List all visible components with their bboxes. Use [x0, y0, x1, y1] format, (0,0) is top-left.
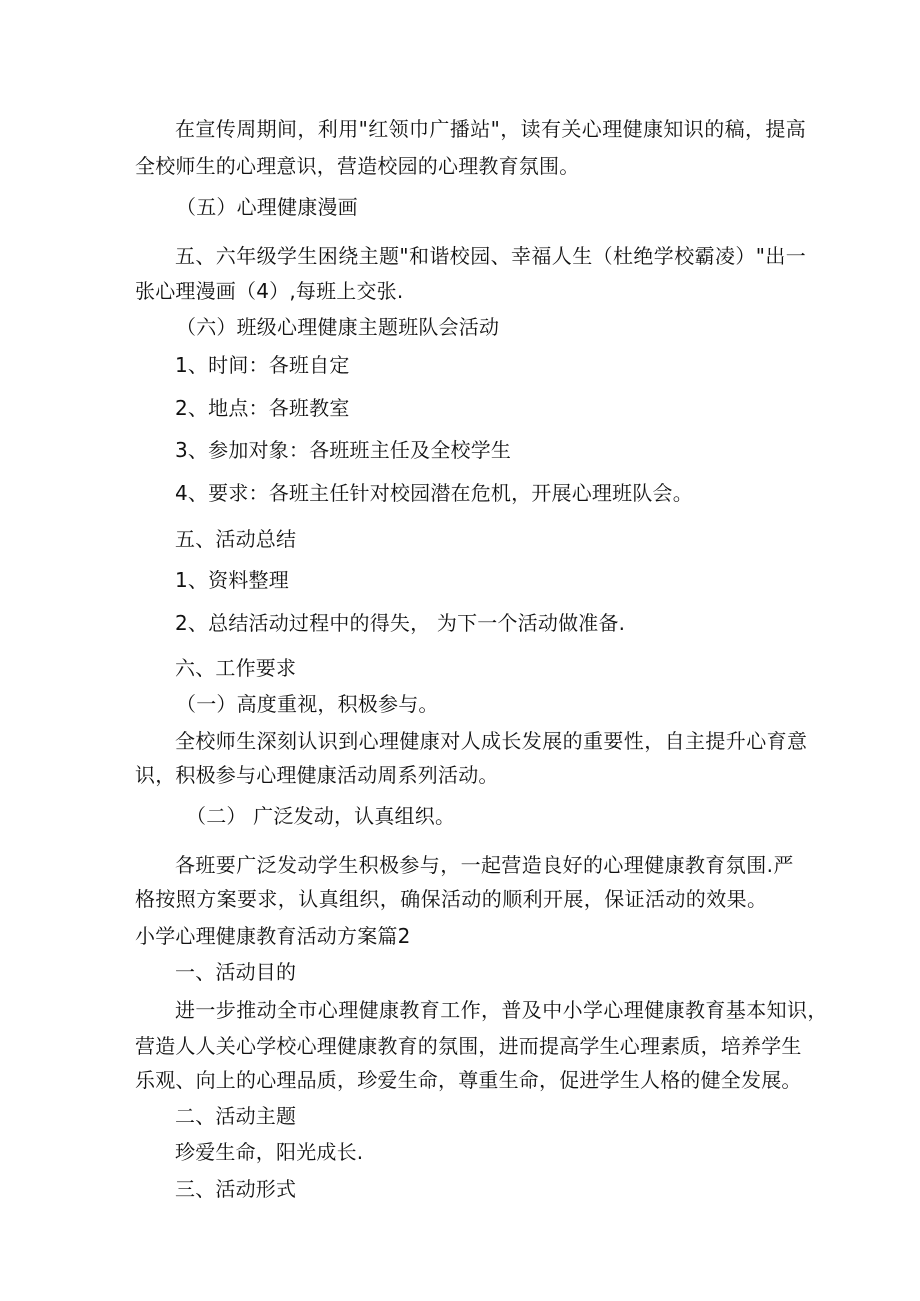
text-line: 各班要广泛发动学生积极参与，一起营造良好的心理健康教育氛围.严 — [175, 853, 794, 877]
text-line: 全校师生深刻认识到心理健康对人成长发展的重要性，自主提升心育意 — [175, 729, 808, 753]
section-heading: 六、工作要求 — [175, 656, 297, 680]
list-item: 1、时间：各班自定 — [175, 353, 350, 377]
text-line: 营造人人关心学校心理健康教育的氛围，进而提高学生心理素质，培养学生 — [135, 1034, 802, 1058]
list-item: 1、资料整理 — [175, 568, 289, 592]
text-line: 乐观、向上的心理品质，珍爱生命，尊重生命，促进学生人格的健全发展。 — [135, 1068, 802, 1092]
section-heading: （五）心理健康漫画 — [176, 195, 358, 219]
text-line: 张心理漫画（4）,每班上交张. — [135, 279, 404, 303]
section-heading: 五、活动总结 — [175, 527, 297, 551]
text-line: 珍爱生命，阳光成长. — [175, 1140, 364, 1164]
section-heading: 三、活动形式 — [175, 1177, 297, 1201]
section-heading: （二） 广泛发动，认真组织。 — [186, 804, 456, 828]
list-item: 2、地点：各班教室 — [175, 396, 350, 420]
text-line: 识，积极参与心理健康活动周系列活动。 — [135, 763, 499, 787]
list-item: 2、总结活动过程中的得失， 为下一个活动做准备. — [175, 611, 626, 635]
list-item: 4、要求：各班主任针对校园潜在危机，开展心理班队会。 — [175, 481, 693, 505]
list-item: 3、参加对象：各班班主任及全校学生 — [175, 438, 512, 462]
text-line: 在宣传周期间，利用"红领巾广播站"，读有关心理健康知识的稿，提高 — [175, 117, 807, 141]
section-heading: （一）高度重视，积极参与。 — [176, 692, 439, 716]
text-line: 格按照方案要求，认真组织，确保活动的顺利开展，保证活动的效果。 — [135, 887, 768, 911]
text-line: 进一步推动全市心理健康教育工作，普及中小学心理健康教育基本知识， — [175, 998, 828, 1022]
section-heading: 二、活动主题 — [175, 1104, 297, 1128]
text-line: 五、六年级学生困绕主题"和谐校园、幸福人生（杜绝学校霸凌）"出一 — [175, 244, 807, 268]
section-heading: （六）班级心理健康主题班队会活动 — [176, 315, 500, 339]
article-title: 小学心理健康教育活动方案篇2 — [135, 924, 411, 948]
text-line: 全校师生的心理意识，营造校园的心理教育氛围。 — [135, 154, 580, 178]
section-heading: 一、活动目的 — [175, 960, 297, 984]
